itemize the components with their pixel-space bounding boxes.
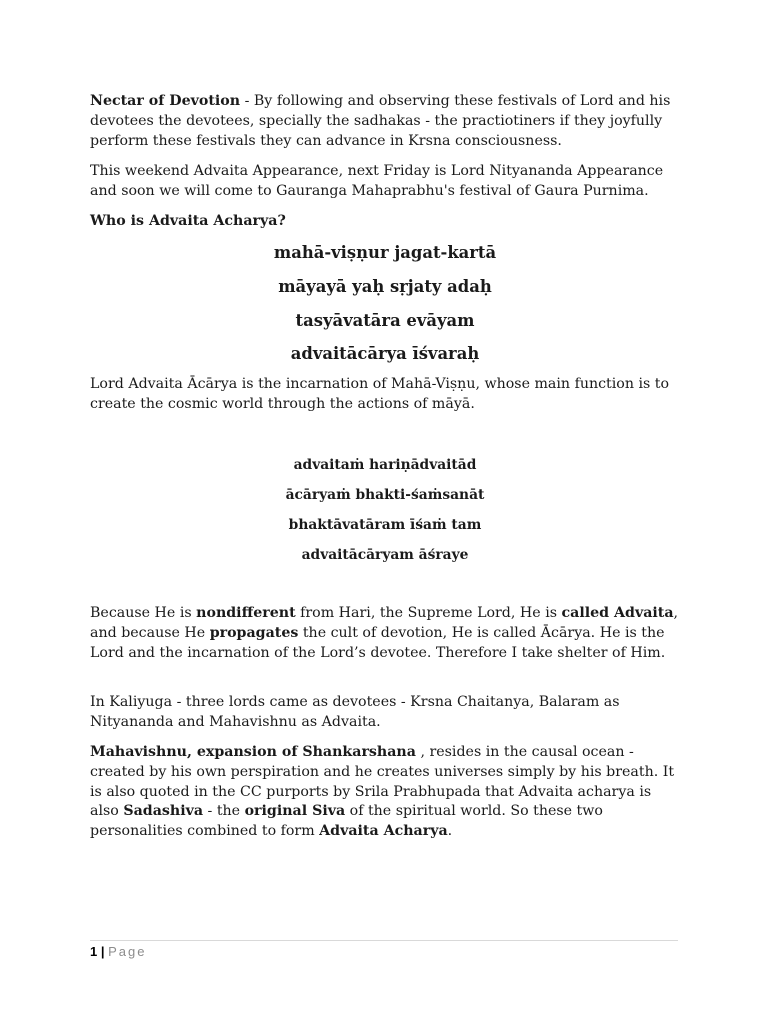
bold-term: nondifferent <box>196 605 296 621</box>
paragraph-kaliyuga <box>90 693 680 733</box>
bold-term: original Siva <box>244 803 346 820</box>
paragraph-text: . <box>447 823 453 840</box>
verse-line: māyayā yaḥ sṛjaty adaḥ <box>278 277 492 296</box>
bold-term: Sadashiva <box>123 803 204 820</box>
footer-divider <box>90 940 678 941</box>
paragraph-text: Lord Advaita Ācārya is the incarnation of Mahā-Viṣṇu, whose main function is to create the cosmic world through the actions of māyā. <box>90 376 670 412</box>
paragraph-nondifferent <box>90 604 680 663</box>
verse-line: ācāryaṁ bhakti-śaṁsanāt <box>285 487 485 503</box>
paragraph-text: of the spiritual world. So these two personalities combined to form <box>90 803 603 840</box>
section-heading: Who is Advaita Acharya? <box>90 213 286 229</box>
bold-term: called Advaita <box>561 605 674 621</box>
page-footer <box>90 943 146 961</box>
verse-line: advaitaṁ hariṇādvaitād <box>293 457 477 473</box>
page-label: Page <box>108 944 147 959</box>
footer-separator: | <box>97 944 109 959</box>
paragraph-weekend <box>90 162 680 202</box>
verse-line: bhaktāvatāram īśaṁ tam <box>288 517 482 533</box>
verse-line: advaitācāryam āśraye <box>301 547 469 563</box>
verse-line: mahā-viṣṇur jagat-kartā <box>273 243 497 262</box>
paragraph-incarnation <box>90 375 680 415</box>
bold-term: Advaita Acharya <box>319 823 448 840</box>
paragraph-nectar-of-devotion <box>90 92 680 151</box>
paragraph-text: - By following and observing these festivals of Lord and his devotees the devotees, specially the sadhakas - the practiotiners if they joyfully perform these festivals they can advance in Krsna consciousness. <box>90 93 671 149</box>
verse-line: tasyāvatāra evāyam <box>295 311 475 330</box>
paragraph-text: - the <box>203 803 245 820</box>
paragraph-text: , resides in the causal ocean - created by his own perspiration and he creates universes simply by his breath. It is also quoted in the CC purports by Srila Prabhupada that Advaita acharya is also <box>90 744 675 820</box>
paragraph-text: Because He is <box>90 605 197 621</box>
paragraph-text: the cult of devotion, He is called Ācārya. He is the Lord and the incarnation of the Lord’s devotee. Therefore I take shelter of Him. <box>90 624 666 661</box>
paragraph-text: This weekend Advaita Appearance, next Friday is Lord Nityananda Appearance and soon we will come to Gauranga Mahaprabhu's festival of Gaura Purnima. <box>90 163 664 199</box>
verse-line: advaitācārya īśvaraḥ <box>290 344 480 363</box>
bold-term: propagates <box>209 624 299 641</box>
bold-term: Mahavishnu, expansion of Shankarshana <box>90 744 416 760</box>
paragraph-text: from Hari, the Supreme Lord, He is <box>295 605 562 621</box>
paragraph-text: In Kaliyuga - three lords came as devotees - Krsna Chaitanya, Balaram as Nityananda and Mahavishnu as Advaita. <box>90 694 620 730</box>
paragraph-text: , and because He <box>90 605 679 641</box>
paragraph-mahavishnu <box>90 743 680 842</box>
page-number: 1 <box>90 944 98 959</box>
bold-term: Nectar of Devotion <box>90 93 241 109</box>
